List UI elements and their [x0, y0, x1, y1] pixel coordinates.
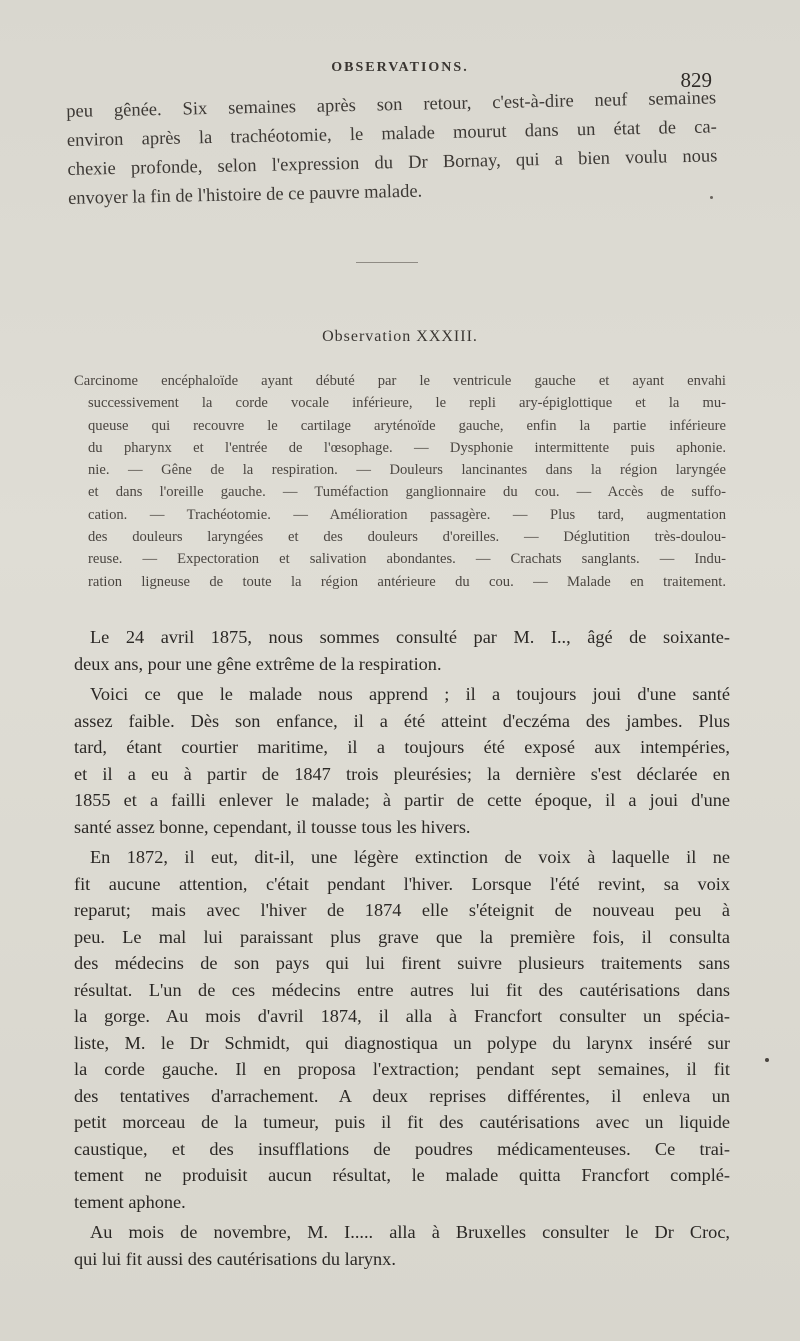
- text-line: environ après la trachéotomie, le malade mourut dans un état de ca-: [66, 117, 717, 151]
- continued-paragraph: [66, 84, 718, 214]
- text-line: petit morceau de la tumeur, puis il fit des cautérisations avec un liquide: [74, 1112, 730, 1132]
- text-line: liste, M. le Dr Schmidt, qui diagnostiqua un polype du larynx inséré sur: [74, 1032, 730, 1053]
- case-summary: [74, 370, 726, 593]
- summary-line: ration ligneuse de toute la région antérieure du cou. — Malade en traitement.: [88, 573, 726, 590]
- text-line: tement ne produisit aucun résultat, le malade quitta Francfort complé-: [74, 1165, 730, 1185]
- text-line: assez faible. Dès son enfance, il a été atteint d'eczéma des jambes. Plus: [74, 710, 730, 731]
- text-line: Le 24 avril 1875, nous sommes consulté par M. I.., âgé de soixante-: [90, 627, 730, 647]
- observation-title: Observation XXXIII.: [322, 328, 478, 345]
- text-line: Au mois de novembre, M. I..... alla à Bruxelles consulter le Dr Croc,: [90, 1222, 730, 1242]
- text-line: résultat. L'un de ces médecins entre autres lui fit des cautérisations dans: [74, 979, 730, 1000]
- text-line: En 1872, il eut, dit-il, une légère extinction de voix à laquelle il ne: [90, 847, 730, 867]
- text-line: deux ans, pour une gêne extrême de la respiration.: [74, 653, 442, 674]
- summary-line: du pharynx et l'entrée de l'œsophage. — Dysphonie intermittente puis aphonie.: [88, 439, 726, 456]
- observation-body: [74, 624, 730, 1272]
- summary-line: Carcinome encéphaloïde ayant débuté par le ventricule gauche et ayant envahi: [74, 373, 726, 389]
- text-line: qui lui fit aussi des cautérisations du larynx.: [74, 1248, 396, 1269]
- text-line: fit aucune attention, c'était pendant l'hiver. Lorsque l'été revint, sa voix: [74, 873, 730, 894]
- text-line: la gorge. Au mois d'avril 1874, il alla à Francfort consulter un spécia-: [74, 1006, 730, 1026]
- summary-line: queuse qui recouvre le cartilage aryténoïde gauche, enfin la partie inférieure: [88, 417, 726, 434]
- summary-line: nie. — Gêne de la respiration. — Douleurs lancinantes dans la région laryngée: [88, 462, 726, 479]
- text-line: envoyer la fin de l'histoire de ce pauvre malade.: [67, 181, 423, 209]
- text-line: Voici ce que le malade nous apprend ; il a toujours joui d'une santé: [90, 684, 730, 704]
- text-line: des tentatives d'arrachement. A deux reprises différentes, il enleva un: [74, 1085, 730, 1106]
- paragraph: [74, 681, 730, 840]
- page-number: 829: [680, 68, 712, 92]
- paragraph: [74, 624, 730, 677]
- section-divider: [356, 262, 418, 263]
- text-line: peu gênée. Six semaines après son retour, c'est-à-dire neuf semaines: [66, 88, 717, 122]
- summary-line: et dans l'oreille gauche. — Tuméfaction ganglionnaire du cou. — Accès de suffo-: [88, 484, 726, 501]
- text-line: tard, étant courtier maritime, il a toujours été exposé aux intempéries,: [74, 737, 730, 757]
- summary-line: des douleurs laryngées et des douleurs d'oreilles. — Déglutition très-doulou-: [88, 529, 726, 546]
- margin-mark: [765, 1058, 769, 1062]
- text-line: peu. Le mal lui paraissant plus grave que la première fois, il consulta: [74, 926, 730, 947]
- paragraph: [74, 1219, 730, 1272]
- text-line: caustique, et des insufflations de poudres médicamenteuses. Ce trai-: [74, 1138, 730, 1159]
- summary-line: successivement la corde vocale inférieure, le repli ary-épiglottique et la mu-: [88, 395, 726, 412]
- text-line: chexie profonde, selon l'expression du Dr Bornay, qui a bien voulu nous: [67, 146, 718, 180]
- text-line: 1855 et a failli enlever le malade; à partir de cette époque, il a joui d'une: [74, 790, 730, 810]
- running-title: OBSERVATIONS.: [331, 60, 469, 75]
- paragraph: [74, 844, 730, 1215]
- running-head: [60, 60, 740, 92]
- text-line: tement aphone.: [74, 1191, 186, 1212]
- text-line: reparut; mais avec l'hiver de 1874 elle s'éteignit de nouveau peu à: [74, 900, 730, 920]
- summary-line: cation. — Trachéotomie. — Amélioration passagère. — Plus tard, augmentation: [88, 506, 726, 523]
- text-line: des médecins de son pays qui lui firent suivre plusieurs traitements sans: [74, 953, 730, 973]
- text-line: santé assez bonne, cependant, il tousse tous les hivers.: [74, 816, 471, 837]
- summary-line: reuse. — Expectoration et salivation abondantes. — Crachats sanglants. — Indu-: [88, 551, 726, 568]
- text-line: la corde gauche. Il en proposa l'extraction; pendant sept semaines, il fit: [74, 1059, 730, 1079]
- text-line: et il a eu à partir de 1847 trois pleurésies; la dernière s'est déclarée en: [74, 763, 730, 784]
- print-speck: [710, 196, 713, 199]
